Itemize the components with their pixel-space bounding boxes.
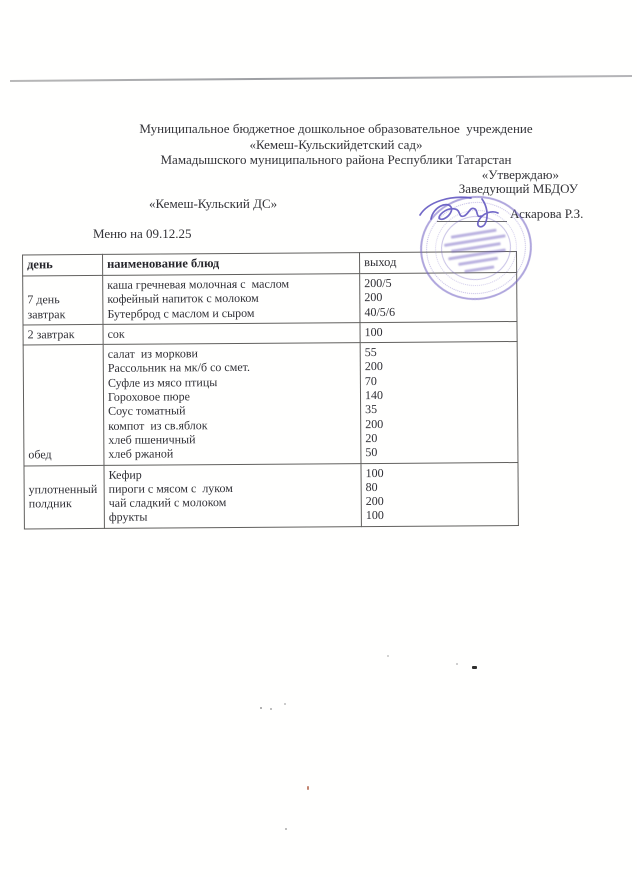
portion-value: 200 [364,290,383,305]
dish-name: пироги с мясом с луком [108,480,233,496]
portion-value: 100 [365,508,384,523]
dish-name: Кефир [108,467,142,482]
scan-speck [472,666,477,669]
dish-cell [104,463,361,528]
portion-value: 200 [364,359,383,374]
dish-name: кофейный напиток с молоком [107,291,259,307]
scan-speck [270,708,272,710]
dish-name: Рассольник на мк/б со смет. [107,360,251,376]
dish-cell [103,343,361,465]
portion-value: 100 [365,465,384,480]
menu-table-wrap [22,251,519,529]
portion-value: 100 [364,324,383,339]
out-cell [360,342,518,463]
column-header-output: выход [360,252,517,274]
day-cell [23,324,103,345]
meal-name-line: 7 день [27,292,60,307]
dish-name: Бутерброд с маслом и сыром [107,305,255,321]
scan-speck [307,786,309,790]
approve-label: «Утверждаю» [481,167,559,182]
dish-name: компот из св.яблок [108,417,208,433]
portion-value: 200 [365,494,384,509]
portion-value: 140 [364,388,384,403]
stamp-text-mark [444,234,506,247]
day-cell [23,275,103,324]
dish-name: каша гречневая молочная с маслом [107,276,290,292]
day-cell [23,345,104,466]
dish-name: фрукты [108,510,148,525]
portion-value: 200 [365,416,384,431]
dish-name: Гороховое пюре [107,389,190,404]
approver-name: Аскарова Р.З. [510,206,584,221]
portion-value: 200/5 [364,275,392,291]
dish-name: салат из моркови [107,346,198,362]
portion-value: 40/5/6 [364,304,396,319]
column-header-day: день [23,254,103,276]
org-short-name: «Кемеш-Кульский ДС» [149,196,278,211]
scan-speck [285,828,287,830]
approver-title: Заведующий МБДОУ [458,181,578,196]
dish-name: хлеб пшеничный [108,432,196,447]
meal-name-line: полдник [28,496,72,511]
dish-name: хлеб ржаной [108,446,174,462]
stamp-text-mark [451,229,497,239]
dish-cell [103,322,360,344]
out-cell [361,462,518,526]
portion-value: 70 [364,373,377,388]
scan-speck [387,655,389,657]
portion-value: 50 [365,445,378,460]
menu-table-row [23,342,518,466]
scan-speck [456,663,458,665]
menu-title: Меню на 09.12.25 [93,226,192,241]
menu-table [22,251,519,529]
org-name-line2: «Кемеш-Кульскийдетский сад» [249,137,423,152]
meal-name-line: уплотненный [28,481,98,497]
menu-table-row [23,273,517,325]
scan-artifact-line [10,75,632,81]
scan-speck [284,703,286,705]
dish-name: сок [107,326,125,341]
portion-value: 55 [364,345,377,360]
dish-name: Суфле из мясо птицы [107,374,218,390]
meal-name-line: 2 завтрак [27,326,75,342]
signature-underline [437,221,507,222]
portion-value: 35 [365,402,378,417]
org-name-line3: Мамадышского муниципального района Республики Татарстан [160,152,512,167]
dish-cell [103,274,360,325]
dish-name: чай сладкий с молоком [108,495,227,511]
portion-value: 20 [365,430,378,446]
menu-table-body [23,273,519,529]
scan-speck [260,707,262,709]
out-cell [360,273,517,323]
column-header-dishes: наименование блюд [103,253,360,276]
menu-table-row [24,462,518,529]
org-name-line1: Муниципальное бюджетное дошкольное образовательное учреждение [139,121,533,136]
meal-name-line: завтрак [27,306,66,322]
day-cell [24,465,104,529]
meal-name-line: обед [28,447,52,462]
dish-name: Соус томатный [108,403,186,419]
out-cell [360,321,517,342]
portion-value: 80 [365,479,378,494]
